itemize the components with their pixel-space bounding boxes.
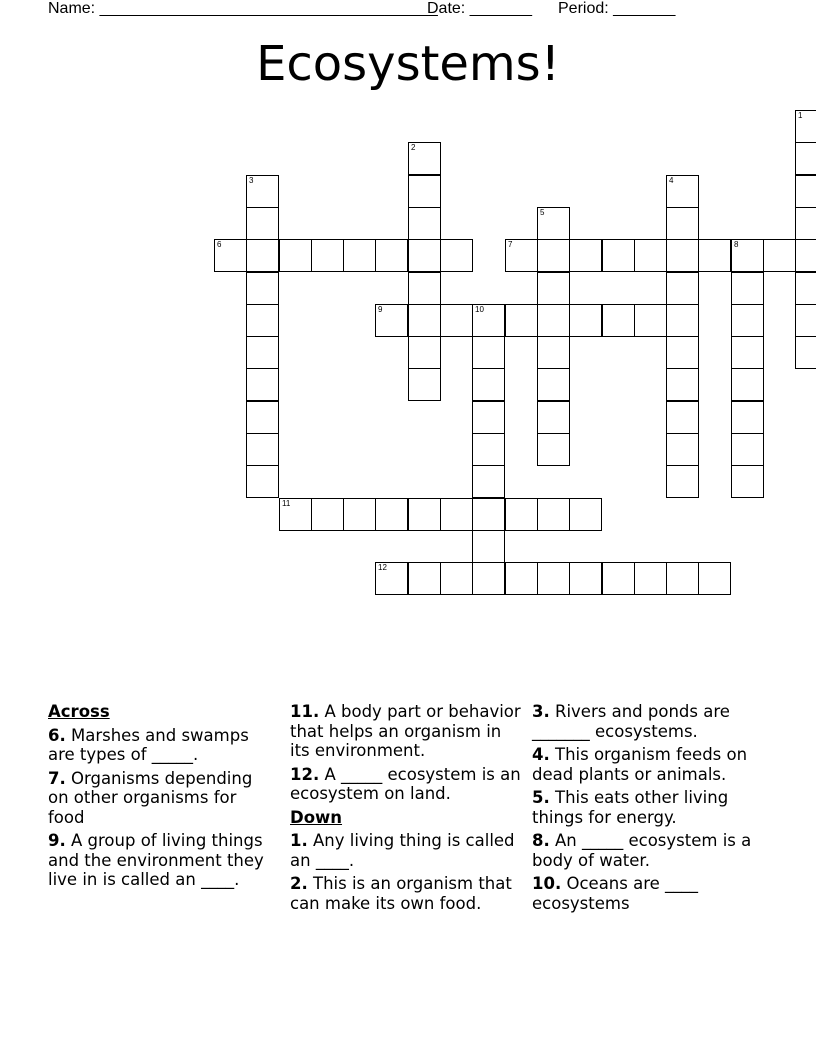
clue-across-7: 7. Organisms depending on other organisms for food (48, 768, 253, 827)
crossword-cell[interactable] (763, 239, 796, 272)
crossword-cell[interactable] (569, 498, 602, 531)
crossword-cell[interactable] (666, 207, 699, 240)
clue-number-label: 1 (798, 111, 803, 120)
crossword-cell[interactable] (666, 433, 699, 466)
crossword-cell[interactable] (634, 239, 667, 272)
crossword-cell[interactable] (408, 368, 441, 401)
crossword-cell[interactable] (505, 239, 538, 272)
crossword-cell[interactable] (537, 368, 570, 401)
clue-down-8: 8. An _____ ecosystem is a body of water. (532, 831, 752, 870)
crossword-cell[interactable] (795, 110, 816, 143)
crossword-cell[interactable] (602, 562, 635, 595)
crossword-cell[interactable] (408, 498, 441, 531)
crossword-cell[interactable] (569, 304, 602, 337)
clue-across-12: 12. A _____ ecosystem is an ecosystem on land. (290, 764, 521, 803)
crossword-cell[interactable] (666, 336, 699, 369)
clue-down-2: 2. This is an organism that can make its own food. (290, 874, 512, 913)
crossword-cell[interactable] (666, 401, 699, 434)
crossword-cell[interactable] (472, 530, 505, 563)
crossword-cell[interactable] (472, 368, 505, 401)
crossword-cell[interactable] (408, 207, 441, 240)
crossword-cell[interactable] (505, 498, 538, 531)
crossword-cell[interactable] (537, 562, 570, 595)
crossword-cell[interactable] (602, 239, 635, 272)
clue-down-10: 10. Oceans are ____ ecosystems (532, 874, 699, 913)
crossword-cell[interactable] (472, 562, 505, 595)
clue-number-label: 11 (282, 499, 291, 508)
crossword-cell[interactable] (246, 175, 279, 208)
crossword-cell[interactable] (440, 498, 473, 531)
crossword-cell[interactable] (634, 304, 667, 337)
crossword-cell[interactable] (569, 239, 602, 272)
crossword-cell[interactable] (731, 272, 764, 305)
crossword-cell[interactable] (472, 465, 505, 498)
period-field[interactable]: Period: _______ (558, 0, 676, 17)
crossword-cell[interactable] (246, 401, 279, 434)
worksheet-header (48, 0, 768, 20)
crossword-cell[interactable] (731, 239, 764, 272)
crossword-cell[interactable] (698, 562, 731, 595)
crossword-cell[interactable] (537, 336, 570, 369)
crossword-cell[interactable] (666, 562, 699, 595)
crossword-cell[interactable] (408, 272, 441, 305)
crossword-cell[interactable] (795, 207, 816, 240)
crossword-cell[interactable] (408, 304, 441, 337)
crossword-cell[interactable] (279, 498, 312, 531)
down-heading: Down (290, 807, 343, 827)
clue-number-label: 10 (475, 305, 484, 314)
clue-number-label: 3 (249, 176, 254, 185)
crossword-cell[interactable] (537, 304, 570, 337)
crossword-cell[interactable] (795, 239, 816, 272)
crossword-cell[interactable] (246, 304, 279, 337)
date-field[interactable]: Date: _______ (427, 0, 532, 17)
crossword-cell[interactable] (666, 368, 699, 401)
crossword-cell[interactable] (731, 304, 764, 337)
crossword-cell[interactable] (246, 207, 279, 240)
crossword-cell[interactable] (795, 175, 816, 208)
crossword-cell[interactable] (279, 239, 312, 272)
crossword-cell[interactable] (246, 433, 279, 466)
crossword-cell[interactable] (375, 304, 408, 337)
crossword-cell[interactable] (698, 239, 731, 272)
clue-across-6: 6. Marshes and swamps are types of _____. (48, 725, 249, 764)
crossword-cell[interactable] (408, 336, 441, 369)
crossword-cell[interactable] (731, 401, 764, 434)
crossword-cell[interactable] (537, 433, 570, 466)
crossword-cell[interactable] (408, 175, 441, 208)
crossword-cell[interactable] (505, 562, 538, 595)
crossword-cell[interactable] (440, 562, 473, 595)
crossword-cell[interactable] (246, 239, 279, 272)
crossword-cell[interactable] (472, 498, 505, 531)
crossword-cell[interactable] (731, 465, 764, 498)
crossword-cell[interactable] (343, 239, 376, 272)
clue-number-label: 5 (540, 208, 545, 217)
clue-across-11: 11. A body part or behavior that helps an organism in its environment. (290, 702, 521, 760)
clue-number-label: 8 (734, 240, 739, 249)
clue-down-5: 5. This eats other living things for energy. (532, 788, 729, 827)
crossword-cell[interactable] (472, 401, 505, 434)
crossword-cell[interactable] (311, 498, 344, 531)
crossword-cell[interactable] (666, 465, 699, 498)
crossword-cell[interactable] (537, 401, 570, 434)
clue-down-3: 3. Rivers and ponds are _______ ecosystems. (532, 702, 730, 741)
crossword-cell[interactable] (408, 239, 441, 272)
clue-number-label: 6 (217, 240, 222, 249)
crossword-cell[interactable] (731, 433, 764, 466)
clue-number-label: 4 (669, 176, 674, 185)
crossword-cell[interactable] (731, 336, 764, 369)
clue-column-3 (532, 702, 764, 917)
crossword-cell[interactable] (440, 304, 473, 337)
crossword-cell[interactable] (731, 368, 764, 401)
crossword-cell[interactable] (795, 304, 816, 337)
clue-across-9: 9. A group of living things and the environment they live in is called an ____. (48, 831, 264, 889)
crossword-cell[interactable] (440, 239, 473, 272)
name-field[interactable]: Name: ______________________________________ (48, 0, 438, 17)
crossword-cell[interactable] (795, 336, 816, 369)
clue-column-2 (290, 702, 522, 917)
clue-down-1: 1. Any living thing is called an ____. (290, 831, 515, 870)
crossword-cell[interactable] (375, 562, 408, 595)
crossword-cell[interactable] (472, 433, 505, 466)
crossword-cell[interactable] (375, 498, 408, 531)
crossword-cell[interactable] (634, 562, 667, 595)
clue-down-4: 4. This organism feeds on dead plants or animals. (532, 745, 748, 784)
crossword-cell[interactable] (666, 239, 699, 272)
crossword-cell[interactable] (537, 207, 570, 240)
crossword-cell[interactable] (408, 142, 441, 175)
crossword-cell[interactable] (408, 562, 441, 595)
page-title: Ecosystems! (256, 36, 560, 92)
clue-number-label: 9 (378, 305, 383, 314)
crossword-cell[interactable] (472, 336, 505, 369)
crossword-cell[interactable] (311, 239, 344, 272)
crossword-cell[interactable] (666, 304, 699, 337)
crossword-cell[interactable] (537, 498, 570, 531)
crossword-cell[interactable] (505, 304, 538, 337)
clue-number-label: 2 (411, 143, 416, 152)
crossword-cell[interactable] (246, 465, 279, 498)
clue-column-1 (48, 702, 276, 894)
crossword-cell[interactable] (246, 336, 279, 369)
clue-number-label: 12 (378, 563, 387, 572)
crossword-cell[interactable] (472, 304, 505, 337)
crossword-cell[interactable] (537, 272, 570, 305)
crossword-cell[interactable] (343, 498, 376, 531)
crossword-cell[interactable] (795, 142, 816, 175)
crossword-cell[interactable] (569, 562, 602, 595)
crossword-cell[interactable] (537, 239, 570, 272)
crossword-cell[interactable] (666, 272, 699, 305)
crossword-cell[interactable] (246, 272, 279, 305)
across-heading: Across (48, 702, 110, 721)
crossword-cell[interactable] (666, 175, 699, 208)
crossword-cell[interactable] (795, 272, 816, 305)
crossword-cell[interactable] (375, 239, 408, 272)
clue-number-label: 7 (508, 240, 513, 249)
crossword-cell[interactable] (602, 304, 635, 337)
crossword-cell[interactable] (246, 368, 279, 401)
crossword-cell[interactable] (214, 239, 247, 272)
